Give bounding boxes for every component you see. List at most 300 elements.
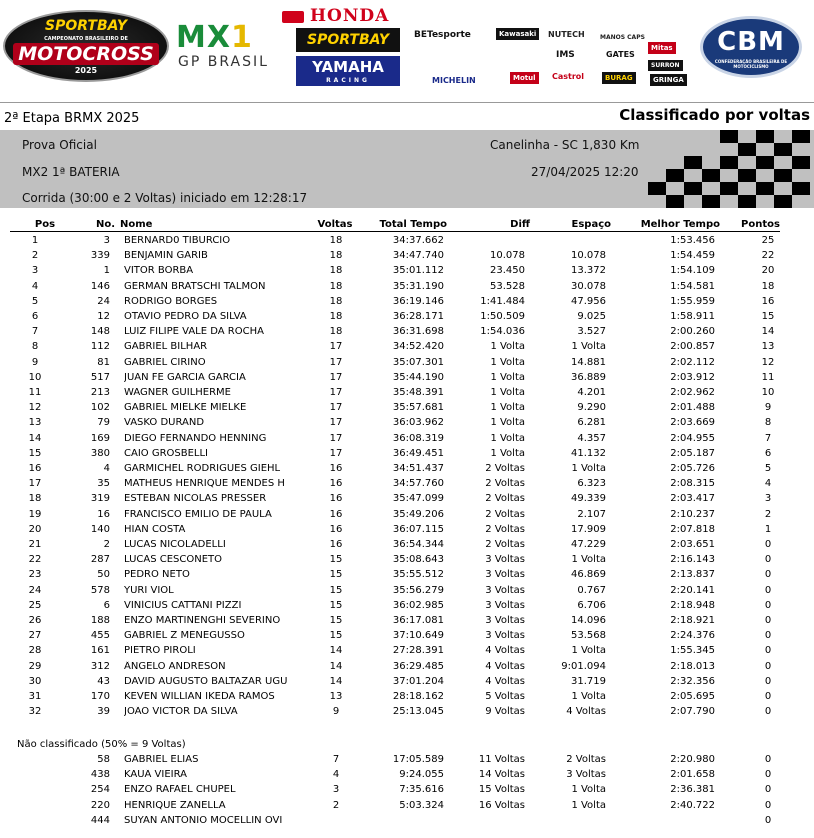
cell-diff: 1 Volta [490, 417, 525, 429]
cell-voltas: 14 [329, 660, 343, 672]
cell-total: 9:24.055 [399, 769, 444, 781]
cell-voltas: 17 [329, 356, 343, 368]
table-row [0, 357, 814, 372]
table-row [0, 754, 814, 769]
cell-pontos: 6 [764, 447, 772, 459]
cell-pos: 10 [28, 371, 42, 383]
cell-voltas: 18 [329, 326, 343, 338]
cbm-logo-text: CBM [717, 27, 785, 57]
col-melhor: Melhor Tempo [640, 219, 720, 230]
cell-no: 312 [90, 660, 110, 672]
table-row [0, 554, 814, 569]
cell-melhor: 2:20.141 [670, 584, 715, 596]
cell-nome: GABRIEL MIELKE MIELKE [124, 402, 247, 414]
cell-diff: 2 Voltas [485, 523, 525, 535]
cell-pos: 8 [31, 341, 39, 353]
cell-diff: 3 Voltas [485, 569, 525, 581]
cell-no: 170 [90, 691, 110, 702]
cell-diff: 9 Voltas [485, 706, 525, 718]
cell-espaco: 47.229 [571, 539, 606, 550]
cell-pos: 27 [28, 630, 42, 642]
cell-diff: 3 Voltas [485, 630, 525, 642]
cell-diff: 1:54.036 [480, 326, 525, 338]
cell-pontos: 0 [764, 645, 772, 657]
cell-pos: 5 [31, 295, 39, 307]
cell-diff: 4 Voltas [485, 660, 525, 672]
cell-total: 35:55.512 [392, 569, 444, 581]
cell-voltas: 18 [329, 250, 343, 262]
cell-melhor: 2:01.488 [670, 402, 715, 414]
cell-melhor: 2:04.955 [670, 432, 715, 444]
sponsor-burag: BURAG [602, 72, 636, 84]
cell-nome: FRANCISCO EMILIO DE PAULA [124, 508, 272, 520]
cell-pontos: 0 [764, 599, 772, 611]
table-row [0, 265, 814, 280]
race-datetime: 27/04/2025 12:20 [531, 165, 639, 179]
cell-voltas: 15 [329, 630, 343, 642]
cell-pontos: 22 [761, 250, 775, 262]
yamaha-logo [296, 56, 400, 86]
honda-logo [282, 6, 389, 26]
table-row [0, 600, 814, 615]
cell-espaco: 14.096 [571, 615, 606, 626]
table-row [0, 815, 814, 830]
sponsor-manos-caps: MANOS CAPS [600, 34, 645, 41]
table-row [0, 296, 814, 311]
sponsor-ims: IMS [556, 50, 575, 60]
cell-total: 35:47.099 [392, 493, 444, 505]
cell-espaco: 4.357 [577, 432, 606, 444]
cell-diff: 4 Voltas [485, 675, 525, 687]
cell-total: 35:48.391 [392, 387, 444, 398]
cell-voltas: 18 [329, 295, 343, 307]
cell-no: 444 [90, 814, 110, 826]
cell-no: 43 [97, 675, 110, 687]
col-espaco: Espaço [571, 219, 611, 230]
cell-espaco: 9.290 [577, 402, 606, 414]
sponsor-castrol: Castrol [552, 72, 585, 81]
cell-melhor: 2:18.013 [670, 660, 715, 672]
cell-pontos: 12 [761, 356, 775, 368]
cell-pontos: 0 [764, 814, 772, 826]
cell-diff: 3 Voltas [485, 599, 525, 611]
cell-no: 1 [103, 265, 110, 277]
table-row [0, 493, 814, 508]
sponsor-kawasaki: Kawasaki [496, 28, 539, 40]
cell-voltas: 3 [332, 784, 340, 796]
table-row [0, 539, 814, 554]
cell-espaco: 4 Voltas [566, 706, 606, 718]
cell-melhor: 2:40.722 [670, 799, 715, 811]
cell-pos: 23 [28, 569, 42, 581]
cell-pos: 11 [28, 387, 42, 398]
cell-espaco: 1 Volta [571, 645, 606, 657]
yamaha-logo-sub: RACING [326, 77, 370, 84]
cell-nome: LUCAS CESCONETO [124, 554, 223, 566]
cell-voltas: 14 [329, 645, 343, 657]
cell-nome: OTAVIO PEDRO DA SILVA [124, 311, 247, 322]
cell-pos: 24 [28, 584, 42, 596]
cell-total: 17:05.589 [392, 754, 444, 765]
table-row [0, 235, 814, 250]
cell-espaco: 17.909 [571, 523, 606, 535]
col-nome: Nome [120, 219, 153, 230]
cell-diff: 5 Voltas [485, 691, 525, 702]
cell-nome: ENZO MARTINENGHI SEVERINO [124, 615, 281, 626]
cell-no: 254 [90, 784, 110, 796]
cell-diff: 1 Volta [490, 341, 525, 353]
cell-espaco: 9.025 [577, 311, 606, 322]
cell-nome: VASKO DURAND [124, 417, 205, 429]
cell-pontos: 0 [764, 691, 772, 702]
cell-total: 34:57.760 [392, 478, 444, 490]
cell-voltas: 18 [329, 311, 343, 322]
cell-no: 6 [103, 599, 110, 611]
cell-no: 319 [90, 493, 110, 505]
cell-total: 35:08.643 [392, 554, 444, 566]
cell-pontos: 5 [764, 463, 772, 474]
mx1-logo [176, 20, 286, 70]
cell-melhor: 2:02.962 [670, 387, 715, 398]
cell-diff: 2 Voltas [485, 508, 525, 520]
cell-diff: 23.450 [490, 265, 525, 277]
cell-no: 39 [97, 706, 110, 718]
sponsor-michelin: MICHELIN [432, 76, 476, 85]
sponsor-nutech: NUTECH [548, 30, 585, 39]
cell-nome: YURI VIOL [124, 584, 174, 596]
cell-voltas: 17 [329, 432, 343, 444]
cell-no: 50 [97, 569, 110, 581]
cell-total: 36:31.698 [392, 326, 444, 338]
table-row [0, 341, 814, 356]
cell-pontos: 2 [764, 508, 772, 520]
cell-nome: GABRIEL CIRINO [124, 356, 206, 368]
cell-pos: 22 [28, 554, 42, 566]
table-row [0, 676, 814, 691]
cell-melhor: 2:05.187 [670, 447, 715, 459]
cell-espaco: 10.078 [571, 250, 606, 262]
cell-voltas: 18 [329, 280, 343, 292]
cell-melhor: 2:07.790 [670, 706, 715, 718]
cell-voltas: 15 [329, 569, 343, 581]
cell-diff: 2 Voltas [485, 478, 525, 490]
table-row [0, 661, 814, 676]
cell-pos: 12 [28, 402, 42, 414]
cell-pontos: 0 [764, 630, 772, 642]
cell-total: 35:56.279 [392, 584, 444, 596]
table-row [0, 478, 814, 493]
cell-voltas: 16 [329, 508, 343, 520]
cell-pos: 26 [28, 615, 42, 626]
cell-voltas: 17 [329, 371, 343, 383]
sponsor-betesporte: BETesporte [414, 30, 471, 40]
cell-total: 36:08.319 [392, 432, 444, 444]
cell-no: 16 [97, 508, 110, 520]
cell-pontos: 14 [761, 326, 775, 338]
cell-nome: GABRIEL ELIAS [124, 754, 199, 765]
cell-pontos: 18 [761, 280, 775, 292]
cell-no: 112 [90, 341, 110, 353]
cell-total: 34:51.437 [392, 463, 444, 474]
cell-espaco: 2 Voltas [566, 754, 606, 765]
table-row [0, 585, 814, 600]
cell-nome: DAVID AUGUSTO BALTAZAR UGU [124, 675, 288, 687]
cell-total: 36:54.344 [392, 539, 444, 550]
cell-pontos: 15 [761, 311, 775, 322]
cell-voltas: 17 [329, 402, 343, 414]
cell-nome: GERMAN BRATSCHI TALMÓN [124, 280, 266, 292]
cell-pontos: 0 [764, 660, 772, 672]
cell-pos: 2 [31, 250, 39, 262]
cell-voltas: 13 [329, 691, 343, 702]
cell-voltas: 7 [332, 754, 340, 765]
cell-total: 36:07.115 [392, 523, 444, 535]
cell-pos: 6 [31, 311, 39, 322]
cell-pontos: 0 [764, 569, 772, 581]
cell-nome: LUCAS NICOLADELLI [124, 539, 226, 550]
cell-melhor: 1:54.109 [670, 265, 715, 277]
race-location: Canelinha - SC 1,830 Km [490, 138, 640, 152]
cell-no: 35 [97, 478, 110, 490]
table-row [0, 524, 814, 539]
cell-melhor: 1:54.581 [670, 280, 715, 292]
table-row [0, 311, 814, 326]
cell-no: 339 [90, 250, 110, 262]
cell-voltas: 16 [329, 539, 343, 550]
cell-voltas: 18 [329, 265, 343, 277]
cell-melhor: 1:54.459 [670, 250, 715, 262]
cell-diff: 11 Voltas [478, 754, 525, 765]
cell-voltas: 16 [329, 493, 343, 505]
cell-espaco: 2.107 [577, 508, 606, 520]
cell-total: 36:28.171 [392, 311, 444, 322]
yamaha-logo-text: YAMAHA [312, 58, 384, 76]
cell-pos: 1 [31, 235, 39, 246]
cell-espaco: 13.372 [571, 265, 606, 277]
cell-nome: HENRIQUE ZANELLA [124, 799, 226, 811]
cell-nome: GABRIEL BILHAR [124, 341, 208, 353]
cell-nome: PEDRO NETO [124, 569, 190, 581]
cell-melhor: 2:32.356 [670, 675, 715, 687]
cell-diff: 2 Voltas [485, 493, 525, 505]
mx1-logo-mx: MX [176, 20, 231, 55]
cell-espaco: 0.767 [577, 584, 606, 596]
cell-melhor: 2:07.818 [670, 523, 715, 535]
cell-voltas: 15 [329, 599, 343, 611]
cell-melhor: 2:13.837 [670, 569, 715, 581]
cell-voltas: 15 [329, 554, 343, 566]
cell-nome: HIAN COSTA [124, 523, 186, 535]
cell-no: 58 [97, 754, 110, 765]
sponsor-motul: Motul [510, 72, 539, 84]
cell-melhor: 2:05.726 [670, 463, 715, 474]
cell-pos: 19 [28, 508, 42, 520]
cell-no: 169 [90, 432, 110, 444]
cell-melhor: 2:05.695 [670, 691, 715, 702]
cell-no: 287 [90, 554, 110, 566]
cell-diff: 3 Voltas [485, 554, 525, 566]
cell-no: 4 [103, 463, 110, 474]
cell-no: 12 [97, 311, 110, 322]
cell-pos: 28 [28, 645, 42, 657]
cell-pos: 17 [28, 478, 42, 490]
cell-pos: 3 [31, 265, 39, 277]
race-info-panel [0, 130, 814, 208]
cell-voltas: 14 [329, 675, 343, 687]
cell-pos: 14 [28, 432, 42, 444]
cell-nome: LUIZ FILIPE VALE DA ROCHA [124, 326, 264, 338]
cell-nome: DIEGO FERNANDO HENNING [124, 432, 267, 444]
cell-nome: GARMICHEL RODRIGUES GIEHL [124, 463, 281, 474]
cell-no: 24 [97, 295, 110, 307]
cell-total: 7:35.616 [399, 784, 444, 796]
sponsor-mitas: Mitas [648, 42, 676, 54]
cell-no: 148 [90, 326, 110, 338]
cell-melhor: 2:10.237 [670, 508, 715, 520]
cell-espaco: 14.881 [571, 356, 606, 368]
cell-total: 37:10.649 [392, 630, 444, 642]
cell-diff: 1 Volta [490, 356, 525, 368]
sponsor-surron: SURRON [648, 60, 683, 71]
cell-melhor: 2:08.315 [670, 478, 715, 490]
table-row [0, 769, 814, 784]
cell-voltas: 15 [329, 584, 343, 596]
cell-voltas: 18 [329, 235, 343, 246]
cell-espaco: 36.889 [571, 371, 606, 383]
cell-diff: 1 Volta [490, 387, 525, 398]
cell-total: 35:44.190 [392, 371, 444, 383]
cell-voltas: 16 [329, 523, 343, 535]
cell-no: 380 [90, 447, 110, 459]
cell-nome: PIETRO PIROLI [124, 645, 196, 657]
cell-diff: 14 Voltas [478, 769, 525, 781]
event-title: 2ª Etapa BRMX 2025 [4, 111, 140, 126]
cell-melhor: 2:03.417 [670, 493, 715, 505]
cell-total: 36:17.081 [392, 615, 444, 626]
cell-nome: MATHEUS HENRIQUE MENDES H [124, 478, 285, 490]
cell-diff: 53.528 [490, 280, 525, 292]
cell-total: 36:02.985 [392, 599, 444, 611]
cell-voltas: 17 [329, 341, 343, 353]
cell-voltas: 17 [329, 387, 343, 398]
cell-diff: 1 Volta [490, 371, 525, 383]
cell-no: 213 [90, 387, 110, 398]
cell-no: 79 [97, 417, 110, 429]
cell-pontos: 0 [764, 706, 772, 718]
cell-no: 517 [90, 371, 110, 383]
cell-total: 36:49.451 [392, 447, 444, 459]
cell-espaco: 1 Volta [571, 554, 606, 566]
cell-espaco: 1 Volta [571, 784, 606, 796]
cell-melhor: 2:18.921 [670, 615, 715, 626]
cell-pos: 30 [28, 675, 42, 687]
cell-no: 438 [90, 769, 110, 781]
cell-diff: 4 Voltas [485, 645, 525, 657]
cell-pontos: 1 [764, 523, 772, 535]
col-total: Total Tempo [379, 219, 447, 230]
cell-espaco: 31.719 [571, 675, 606, 687]
cell-no: 146 [90, 280, 110, 292]
cell-pontos: 8 [764, 417, 772, 429]
cell-melhor: 2:00.260 [670, 326, 715, 338]
cell-espaco: 46.869 [571, 569, 606, 581]
table-row [0, 630, 814, 645]
table-row [0, 706, 814, 721]
cell-voltas: 4 [332, 769, 340, 781]
cell-pontos: 16 [761, 295, 775, 307]
cell-diff: 3 Voltas [485, 615, 525, 626]
cell-nome: BERNARD0 TIBURCIO [124, 235, 231, 246]
col-voltas: Voltas [317, 219, 353, 230]
cell-no: 140 [90, 523, 110, 535]
cell-total: 34:52.420 [392, 341, 444, 353]
cell-nome: KEVEN WILLIAN IKEDA RAMOS [124, 691, 275, 702]
classification-type: Classificado por voltas [619, 106, 810, 124]
cell-pontos: 9 [764, 402, 772, 414]
table-row [0, 645, 814, 660]
cell-pos: 21 [28, 539, 42, 550]
cell-pos: 31 [28, 691, 42, 702]
cell-no: 188 [90, 615, 110, 626]
checkered-flag-icon [640, 130, 814, 208]
cell-nome: VINÍCIUS CATTANI PIZZI [124, 599, 242, 611]
cell-diff: 1 Volta [490, 402, 525, 414]
cell-pos: 13 [28, 417, 42, 429]
sponsor-banner [0, 0, 814, 92]
cell-pontos: 0 [764, 784, 772, 796]
cell-diff: 2 Voltas [485, 463, 525, 474]
cell-pontos: 0 [764, 799, 772, 811]
cell-diff: 2 Voltas [485, 539, 525, 550]
cell-total: 25:13.045 [392, 706, 444, 718]
cell-pos: 18 [28, 493, 42, 505]
cell-pontos: 13 [761, 341, 775, 353]
not-classified-title: Não classificado (50% = 9 Voltas) [17, 739, 186, 750]
cell-diff: 1 Volta [490, 447, 525, 459]
cell-pontos: 0 [764, 584, 772, 596]
cell-diff: 1:50.509 [480, 311, 525, 322]
race-start-info: Corrida (30:00 e 2 Voltas) iniciado em 12:28:17 [22, 191, 308, 205]
cell-pos: 20 [28, 523, 42, 535]
cell-espaco: 6.706 [577, 599, 606, 611]
cell-pontos: 0 [764, 675, 772, 687]
sponsor-gringa: GRINGA [650, 74, 687, 86]
cell-pontos: 0 [764, 554, 772, 566]
cell-voltas: 2 [332, 799, 340, 811]
header-divider [0, 102, 814, 103]
col-pontos: Pontos [741, 219, 780, 230]
cell-total: 34:37.662 [392, 235, 444, 246]
sportbay-logo: SPORTBAY [296, 28, 400, 52]
table-row [0, 463, 814, 478]
cell-nome: ESTEBAN NICOLAS PRESSER [124, 493, 267, 505]
table-header-rule [10, 231, 780, 232]
cell-espaco: 9:01.094 [561, 660, 606, 672]
table-row [0, 448, 814, 463]
brmx-logo-title: MOTOCROSS [13, 43, 159, 65]
cell-espaco: 47.956 [571, 295, 606, 307]
cell-pontos: 3 [764, 493, 772, 505]
cell-voltas: 16 [329, 478, 343, 490]
cell-melhor: 1:55.959 [670, 295, 715, 307]
cell-pontos: 7 [764, 432, 772, 444]
cell-pos: 4 [31, 280, 39, 292]
cell-nome: ÂNGELO ANDRESON [124, 660, 226, 672]
cell-nome: WAGNER GUILHERME [124, 387, 232, 398]
cell-melhor: 2:36.381 [670, 784, 715, 796]
cell-no: 161 [90, 645, 110, 657]
table-row [0, 326, 814, 341]
